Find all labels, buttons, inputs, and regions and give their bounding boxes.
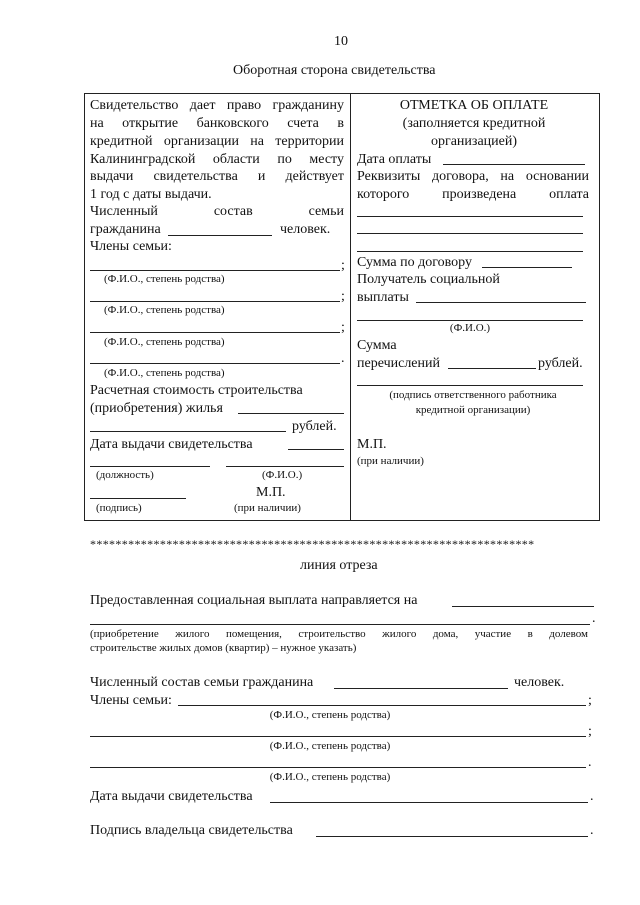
member-2-semicolon: ; (341, 289, 345, 304)
members-label: Члены семьи: (90, 239, 172, 254)
issue-date-dot-bottom: . (590, 789, 594, 804)
member-bottom-3-dot: . (588, 755, 592, 770)
payment-direction-note-1: (приобретение жилого помещения, строительство жилого дома, участие в долевом (90, 628, 588, 640)
cost-field-1[interactable] (238, 413, 344, 414)
transfers-currency: рублей. (538, 356, 583, 371)
member-field-4[interactable] (90, 363, 340, 364)
payment-direction-dot: . (592, 611, 596, 626)
position-field[interactable] (90, 466, 210, 467)
member-bottom-2-semicolon: ; (588, 724, 592, 739)
signature-hint: (подпись) (96, 502, 142, 514)
payment-direction-label: Предоставленная социальная выплата направляется на (90, 593, 418, 608)
transfers-label: перечислений (357, 356, 440, 371)
member-field-bottom-3[interactable] (90, 767, 586, 768)
recipient-field-1[interactable] (416, 302, 586, 303)
member-field-1[interactable] (90, 270, 340, 271)
family-count-field[interactable] (168, 235, 272, 236)
family-count-row: Численный состав семьи (90, 204, 344, 219)
sum-label: Сумма (357, 338, 397, 353)
official-fio-hint: (Ф.И.О.) (262, 469, 303, 481)
member-4-dot: . (341, 351, 345, 366)
cut-line-label: линия отреза (300, 558, 378, 573)
cost-label-1: Расчетная стоимость строительства (90, 383, 303, 398)
intro-line-3: кредитной организации на территории (90, 134, 344, 149)
issue-date-label: Дата выдачи свидетельства (90, 437, 253, 452)
contract-sum-label: Сумма по договору (357, 255, 472, 270)
member-hint-bottom-1: (Ф.И.О., степень родства) (269, 709, 391, 721)
page-title: Оборотная сторона свидетельства (233, 63, 436, 78)
member-3-semicolon: ; (341, 320, 345, 335)
payment-heading: ОТМЕТКА ОБ ОПЛАТЕ (399, 98, 549, 113)
position-hint: (должность) (96, 469, 154, 481)
issue-date-field-bottom[interactable] (270, 802, 588, 803)
payment-direction-note-2: строительстве жилых домов (квартир) – нужное указать) (90, 642, 357, 654)
family-count-suffix: человек. (280, 222, 331, 237)
intro-line-6: 1 год с даты выдачи. (90, 187, 212, 202)
bank-signature-field[interactable] (357, 385, 583, 386)
members-label-bottom: Члены семьи: (90, 693, 172, 708)
family-count-label: Численный состав семьи гражданина (90, 675, 314, 690)
contract-details-field-1[interactable] (357, 216, 583, 217)
owner-signature-label: Подпись владельца свидетельства (90, 823, 293, 838)
payment-subheading-2: организацией) (430, 134, 518, 149)
payment-direction-field-1[interactable] (452, 606, 594, 607)
member-bottom-1-semicolon: ; (588, 693, 592, 708)
payment-date-field[interactable] (443, 164, 585, 165)
member-hint-bottom-3: (Ф.И.О., степень родства) (269, 771, 391, 783)
cut-separator-stars: ********************************************************************** (90, 537, 535, 551)
contract-details-line-2: которого произведена оплата (357, 187, 589, 202)
cost-currency: рублей. (292, 419, 337, 434)
member-hint-bottom-2: (Ф.И.О., степень родства) (269, 740, 391, 752)
owner-signature-dot: . (590, 823, 594, 838)
bank-stamp-if-any: (при наличии) (357, 455, 424, 467)
member-field-2[interactable] (90, 301, 340, 302)
stamp-if-any: (при наличии) (234, 502, 301, 514)
recipient-fio-hint: (Ф.И.О.) (449, 322, 491, 334)
intro-line-2: на открытие банковского счета в (90, 116, 344, 131)
recipient-field-2[interactable] (357, 320, 583, 321)
owner-signature-field[interactable] (316, 836, 588, 837)
issue-date-label-bottom: Дата выдачи свидетельства (90, 789, 253, 804)
bank-signature-hint-1: (подпись ответственного работника (389, 389, 557, 401)
contract-sum-field[interactable] (482, 267, 572, 268)
family-count-suffix-bottom: человек. (514, 675, 565, 690)
intro-line-4: Калининградской области по месту (90, 152, 344, 167)
member-hint-2: (Ф.И.О., степень родства) (104, 304, 225, 316)
recipient-label-2: выплаты (357, 290, 409, 305)
payment-date-label: Дата оплаты (357, 152, 432, 167)
intro-line-1: Свидетельство дает право гражданину (90, 98, 344, 113)
stamp-label: М.П. (256, 485, 286, 500)
member-field-bottom-2[interactable] (90, 736, 586, 737)
family-count-field-bottom[interactable] (334, 688, 508, 689)
bank-signature-hint-2: кредитной организации) (415, 404, 531, 416)
member-hint-1: (Ф.И.О., степень родства) (104, 273, 225, 285)
payment-subheading-1: (заполняется кредитной (402, 116, 546, 131)
member-field-3[interactable] (90, 332, 340, 333)
issue-date-field[interactable] (288, 449, 344, 450)
bank-stamp-label: М.П. (357, 437, 387, 452)
contract-details-line-1: Реквизиты договора, на основании (357, 169, 589, 184)
table-divider (350, 94, 351, 520)
contract-details-field-2[interactable] (357, 233, 583, 234)
page-number: 10 (334, 34, 348, 49)
member-hint-4: (Ф.И.О., степень родства) (104, 367, 225, 379)
recipient-label-1: Получатель социальной (357, 272, 500, 287)
family-count-prefix: гражданина (90, 222, 161, 237)
member-field-bottom-1[interactable] (178, 705, 586, 706)
intro-line-5: выдачи свидетельства и действует (90, 169, 344, 184)
payment-direction-field-2[interactable] (90, 624, 590, 625)
official-fio-field[interactable] (226, 466, 344, 467)
signature-field[interactable] (90, 498, 186, 499)
cost-label-2: (приобретения) жилья (90, 401, 223, 416)
member-1-semicolon: ; (341, 258, 345, 273)
member-hint-3: (Ф.И.О., степень родства) (104, 336, 225, 348)
contract-details-field-3[interactable] (357, 251, 583, 252)
transfers-sum-field[interactable] (448, 368, 536, 369)
cost-field-2[interactable] (90, 431, 286, 432)
